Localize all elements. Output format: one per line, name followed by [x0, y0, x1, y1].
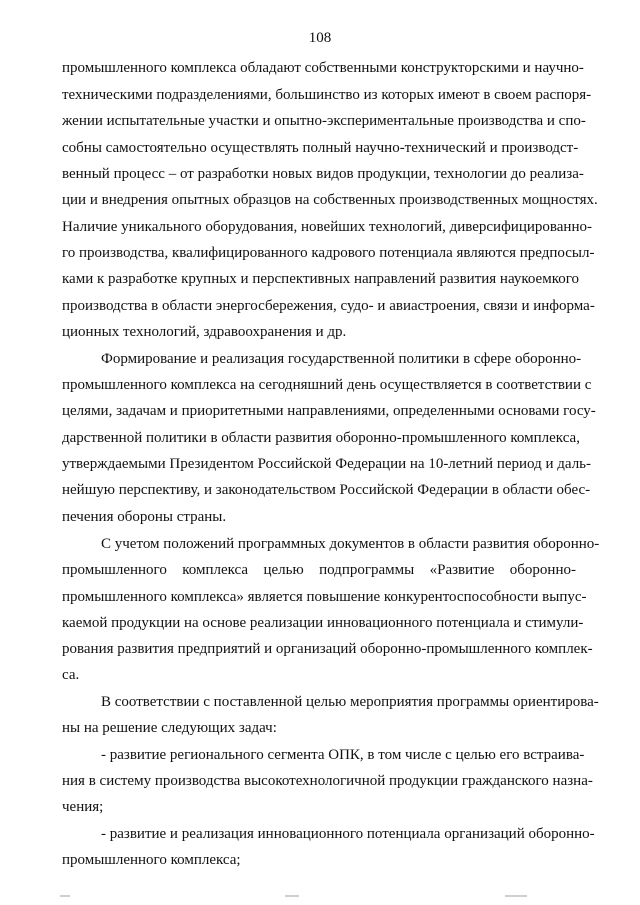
text-line: производства в области энергосбережения, судо- и авиастроения, связи и информа-	[62, 298, 595, 314]
text-line: ками к разработке крупных и перспективных направлений развития наукоемкого	[62, 271, 580, 287]
text-line: промышленного комплекса;	[62, 852, 241, 868]
text-line: Наличие уникального оборудования, новейших технологий, диверсифицированно-	[62, 219, 592, 235]
text-line: жении испытательные участки и опытно-экспериментальные производства и спо-	[62, 113, 586, 129]
text-line: ционных технологий, здравоохранения и др.	[62, 324, 347, 340]
scan-artifact	[285, 895, 299, 897]
scan-artifact	[505, 895, 527, 897]
text-line: утверждаемыми Президентом Российской Федерации на 10-летний период и даль-	[62, 456, 592, 472]
paragraph-first-line: С учетом положений программных документов в области развития оборонно-	[101, 536, 600, 552]
text-line: ции и внедрения опытных образцов на собственных производственных мощностях.	[62, 192, 598, 208]
text-line: ны на решение следующих задач:	[62, 720, 277, 736]
page-number: 108	[308, 30, 332, 46]
list-item-first-line: - развитие регионального сегмента ОПК, в том числе с целью его встраива-	[101, 747, 585, 763]
text-line: целями, задачам и приоритетными направлениями, определенными основами госу-	[62, 403, 596, 419]
text-line: промышленного комплекса на сегодняшний день осуществляется в соответствии с	[62, 377, 592, 393]
paragraph-first-line: Формирование и реализация государственной политики в сфере оборонно-	[101, 351, 582, 367]
text-line: ния в систему производства высокотехнологичной продукции гражданского назна-	[62, 773, 593, 789]
text-line: рования развития предприятий и организаций оборонно-промышленного комплек-	[62, 641, 593, 657]
text-line: промышленного комплекса» является повышение конкурентоспособности выпус-	[62, 589, 587, 605]
text-line: са.	[62, 667, 80, 683]
text-line: печения обороны страны.	[62, 509, 227, 525]
text-line: промышленного комплекса обладают собственными конструкторскими и научно-	[62, 60, 584, 76]
text-line: промышленного комплекса целью подпрограммы «Развитие оборонно-	[62, 562, 576, 578]
list-item-first-line: - развитие и реализация инновационного потенциала организаций оборонно-	[101, 826, 595, 842]
text-line: чения;	[62, 799, 104, 815]
text-line: дарственной политики в области развития оборонно-промышленного комплекса,	[62, 430, 580, 446]
scan-artifact	[60, 895, 70, 897]
paragraph-first-line: В соответствии с поставленной целью мероприятия программы ориентирова-	[101, 694, 599, 710]
text-line: собны самостоятельно осуществлять полный научно-технический и производст-	[62, 140, 579, 156]
text-line: го производства, квалифицированного кадрового потенциала являются предпосыл-	[62, 245, 595, 261]
text-line: венный процесс – от разработки новых видов продукции, технологии до реализа-	[62, 166, 584, 182]
text-line: нейшую перспективу, и законодательством Российской Федерации в области обес-	[62, 482, 591, 498]
text-line: каемой продукции на основе реализации инновационного потенциала и стимули-	[62, 615, 584, 631]
text-line: техническими подразделениями, большинство из которых имеют в своем распоря-	[62, 87, 592, 103]
